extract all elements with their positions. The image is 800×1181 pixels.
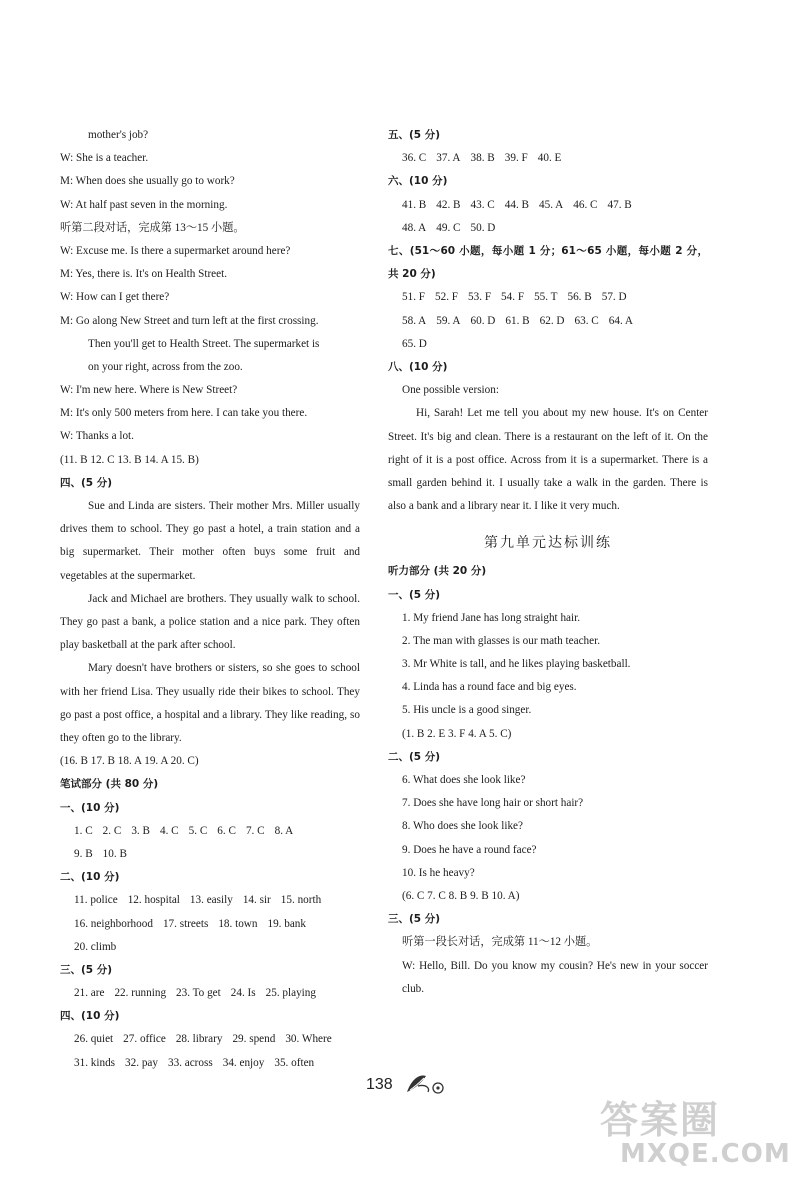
section-heading: 三、(5 分) [60, 963, 113, 976]
answer-item: 14. sir [242, 894, 271, 907]
answer-item: 25. playing [265, 987, 316, 1000]
dialogue-line: W: She is a teacher. [60, 152, 149, 165]
answer-item: 8. A [274, 824, 294, 837]
leaf-ornament-icon [404, 1072, 448, 1096]
answer-item: 12. hospital [127, 894, 180, 907]
answer-row [60, 889, 360, 912]
written-part-heading: 笔试部分 (共 80 分) [60, 778, 159, 791]
part-2-questions [388, 769, 708, 885]
answer-item: 2. C [102, 824, 122, 837]
unit-title: 第九单元达标训练 [484, 535, 612, 552]
answer-item: 53. F [468, 291, 492, 304]
listening-sentence: 2. The man with glasses is our math teacher. [402, 634, 601, 647]
answer-item: 60. D [470, 314, 496, 327]
section-heading: 一、(10 分) [60, 801, 120, 814]
answer-row [388, 194, 708, 217]
answer-item: 27. office [123, 1033, 166, 1046]
answer-row [60, 843, 360, 866]
answer-item: 29. spend [232, 1033, 276, 1046]
listening-sentence: 4. Linda has a round face and big eyes. [402, 681, 577, 694]
listening-question: 6. What does she look like? [402, 774, 526, 787]
answer-item: 34. enjoy [222, 1056, 265, 1069]
answer-item: 13. easily [189, 894, 233, 907]
part-2-answers: (6. C 7. C 8. B 9. B 10. A) [402, 889, 520, 902]
answer-item: 47. B [607, 198, 632, 211]
answer-item: 56. B [567, 291, 592, 304]
listening-sentence: 3. Mr White is tall, and he likes playing basketball. [402, 658, 631, 671]
answer-item: 28. library [175, 1033, 223, 1046]
answer-row [60, 1052, 360, 1075]
dialogue-line: W: Thanks a lot. [60, 430, 134, 443]
listening-sentence: 5. His uncle is a good singer. [402, 704, 532, 717]
watermark-logo-text: 答案圈 [600, 1098, 721, 1142]
listening-question: 10. Is he heavy? [402, 866, 475, 879]
answer-item: 41. B [402, 198, 427, 211]
listening-passage [60, 495, 360, 750]
answer-row [388, 333, 708, 356]
answer-item: 48. A [402, 221, 427, 234]
answer-item: 45. A [539, 198, 564, 211]
dialogue-line: W: I'm new here. Where is New Street? [60, 384, 238, 397]
answer-item: 43. C [470, 198, 495, 211]
part-1-answers: (1. B 2. E 3. F 4. A 5. C) [402, 727, 512, 740]
answer-row [388, 286, 708, 309]
dialogue-line: Then you'll get to Health Street. The supermarket is [88, 337, 320, 350]
answer-item: 36. C [402, 152, 427, 165]
answer-item: 23. To get [176, 987, 221, 1000]
answer-item: 24. Is [230, 987, 256, 1000]
answer-item: 38. B [470, 152, 495, 165]
dialogue-line: M: Yes, there is. It's on Health Street. [60, 268, 228, 281]
answer-item: 33. across [167, 1056, 213, 1069]
answer-item: 44. B [504, 198, 529, 211]
answer-item: 17. streets [162, 917, 209, 930]
answer-item: 4. C [159, 824, 179, 837]
sample-essay: Hi, Sarah! Let me tell you about my new house. It's on Center Street. It's big and clean. There is a restaurant on the left of it. On the right of it is a post office. Across from it is a supermarket. There is a small garden behind it. I usually take a walk in the garden. There is also a bank and a library near it. I like it very much. [388, 407, 708, 513]
answer-item: 30. Where [285, 1033, 332, 1046]
part-2-heading: 二、(5 分) [388, 750, 441, 763]
section-heading: 四、(10 分) [60, 1010, 120, 1023]
answer-item: 7. C [245, 824, 265, 837]
part-1-heading: 一、(5 分) [388, 588, 441, 601]
answer-row [388, 310, 708, 333]
answer-item: 15. north [280, 894, 322, 907]
answer-item: 20. climb [74, 940, 117, 953]
dialogue-line: mother's job? [88, 129, 149, 141]
answer-item: 39. F [504, 152, 528, 165]
answer-item: 63. C [574, 314, 599, 327]
passage-paragraph: Jack and Michael are brothers. They usually walk to school. They go past a bank, a police station and a nice park. They often play basketball at the park after school. [60, 592, 360, 652]
site-watermark [600, 1100, 800, 1181]
answer-key-11-15: (11. B 12. C 13. B 14. A 15. B) [60, 453, 199, 466]
answer-item: 26. quiet [74, 1033, 114, 1046]
answer-item: 6. C [217, 824, 236, 837]
answer-item: 22. running [114, 987, 167, 1000]
listening-dialogue-lines [60, 124, 360, 449]
answer-row [60, 1028, 360, 1051]
answer-item: 31. kinds [74, 1056, 116, 1069]
answer-item: 65. D [402, 337, 427, 350]
dialogue-line: W: How can I get there? [60, 291, 170, 304]
dialogue-line: M: Go along New Street and turn left at the first crossing. [60, 314, 319, 327]
dialogue-line: M: It's only 500 meters from here. I can take you there. [60, 407, 308, 420]
left-column [60, 124, 360, 1075]
answer-item: 42. B [436, 198, 461, 211]
listening-sentence: 1. My friend Jane has long straight hair. [402, 611, 581, 624]
answer-row [60, 982, 360, 1005]
answer-item: 54. F [501, 291, 525, 304]
answer-row [388, 147, 708, 170]
answer-item: 16. neighborhood [74, 917, 153, 930]
written-answer-sections [60, 797, 360, 1075]
answer-item: 10. B [102, 847, 127, 860]
right-column [388, 124, 708, 1001]
passage-paragraph: Mary doesn't have brothers or sisters, so she goes to school with her friend Lisa. They usually ride their bikes to school. They go past a post office, a hospital and a library. They like reading, so they often go to the library. [60, 662, 360, 745]
answer-item: 50. D [470, 221, 496, 234]
answer-item: 57. D [601, 291, 627, 304]
watermark-domain: MXQE.COM [620, 1139, 791, 1169]
part-3-heading: 三、(5 分) [388, 913, 441, 926]
listening-question: 9. Does he have a round face? [402, 843, 537, 856]
section-heading-8: 八、(10 分) [388, 360, 448, 373]
section-heading: 五、(5 分) [388, 129, 441, 141]
listening-question: 7. Does she have long hair or short hair? [402, 797, 584, 810]
answer-item: 19. bank [267, 917, 306, 930]
listening-question: 8. Who does she look like? [402, 820, 523, 833]
answer-row [388, 217, 708, 240]
answer-row [60, 913, 360, 936]
passage-paragraph: Sue and Linda are sisters. Their mother Mrs. Miller usually drives them to school. They go past a hotel, a train station and a big supermarket. Their mother often buys some fruit and vegetables at the supermarket. [60, 500, 360, 582]
part-1-sentences [388, 607, 708, 723]
answer-item: 1. C [74, 824, 93, 837]
answer-item: 21. are [74, 987, 105, 1000]
possible-version-label: One possible version: [402, 384, 499, 397]
answer-item: 64. A [608, 314, 633, 327]
answer-item: 11. police [74, 894, 118, 907]
dialogue-line: on your right, across from the zoo. [88, 360, 243, 373]
answer-item: 55. T [534, 291, 558, 304]
dialogue-line: M: When does she usually go to work? [60, 175, 235, 188]
answer-key-16-20: (16. B 17. B 18. A 19. A 20. C) [60, 755, 199, 768]
answer-row [60, 820, 360, 843]
answer-item: 61. B [505, 314, 530, 327]
page-number: 138 [366, 1076, 393, 1093]
section-heading-4: 四、(5 分) [60, 476, 113, 489]
answer-row [60, 936, 360, 959]
answer-item: 37. A [436, 152, 461, 165]
answer-item: 52. F [435, 291, 459, 304]
answer-item: 35. often [274, 1056, 315, 1069]
part-3-dialogue: W: Hello, Bill. Do you know my cousin? He's new in your soccer club. [402, 959, 708, 995]
part-3-instruction: 听第一段长对话，完成第 11～12 小题。 [402, 936, 598, 949]
answer-item: 9. B [74, 847, 93, 860]
dialogue-line: 听第二段对话，完成第 13～15 小题。 [60, 221, 245, 234]
section-heading: 七、(51～60 小题，每小题 1 分；61～65 小题，每小题 2 分，共 20 分) [388, 244, 708, 281]
answer-sections-5-7 [388, 124, 708, 356]
answer-item: 62. D [539, 314, 565, 327]
answer-item: 58. A [402, 314, 427, 327]
section-heading: 二、(10 分) [60, 871, 120, 884]
listening-heading: 听力部分 (共 20 分) [388, 565, 487, 578]
answer-item: 18. town [218, 917, 258, 930]
dialogue-line: W: Excuse me. Is there a supermarket around here? [60, 244, 291, 257]
answer-item: 3. B [131, 824, 150, 837]
answer-item: 49. C [436, 221, 461, 234]
dialogue-line: W: At half past seven in the morning. [60, 198, 228, 211]
answer-item: 40. E [537, 152, 562, 165]
answer-item: 59. A [436, 314, 461, 327]
answer-item: 51. F [402, 291, 426, 304]
answer-item: 46. C [573, 198, 598, 211]
section-heading: 六、(10 分) [388, 175, 448, 188]
answer-item: 5. C [188, 824, 208, 837]
answer-item: 32. pay [125, 1056, 158, 1069]
